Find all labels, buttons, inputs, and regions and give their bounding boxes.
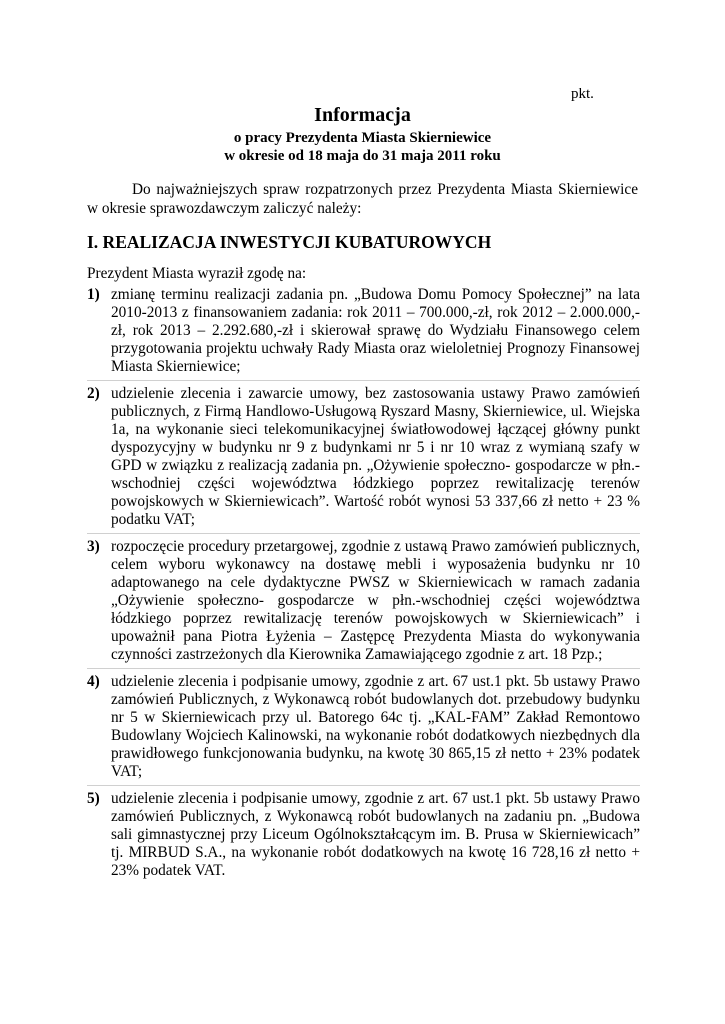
list-item	[87, 673, 640, 786]
list-item	[87, 286, 640, 381]
item-text: udzielenie zlecenia i podpisanie umowy, zgodnie z art. 67 ust.1 pkt. 5b ustawy Prawo zamówień Publicznych, z Wykonawcą robót budowlanych dot. przebudowy budynku nr 5 w Skierniewicach przy ul. Batorego 64c tj. „KAL-FAM” Zakład Remontowo Budowlany Wojciech Kalinowski, na wykonanie robót dodatkowych niezbędnych dla prawidłowego funkcjonowania budynku, na kwotę 30 865,15 zł netto + 23% podatek VAT;	[111, 673, 640, 780]
item-text: udzielenie zlecenia i zawarcie umowy, bez zastosowania ustawy Prawo zamówień publicznych, z Firmą Handlowo-Usługową Ryszard Masny, Skierniewice, ul. Wiejska 1a, na wykonanie sieci telekomunikacyjnej światłowodowej łączącej główny punkt dyspozycyjny w budynku nr 9 z budynkami nr 5 i nr 10 wraz z wymianą szafy w GPD w związku z realizacją zadania pn. „Ożywienie społeczno- gospodarcze w płn.-wschodniej części województwa łódzkiego poprzez rewitalizację terenów powojskowych w Skierniewicach”. Wartość robót wynosi 53 337,66 zł netto + 23 % podatku VAT;	[111, 385, 640, 528]
list-item	[87, 538, 640, 669]
intro-paragraph: Do najważniejszych spraw rozpatrzonych przez Prezydenta Miasta Skierniewice w okresie sprawozdawczym zaliczyć należy:	[87, 181, 638, 217]
pkt-label: pkt.	[571, 86, 594, 102]
list-item	[87, 385, 640, 534]
item-number: 2)	[87, 385, 100, 402]
item-number: 1)	[87, 286, 100, 303]
item-number: 3)	[87, 538, 100, 555]
item-text: rozpoczęcie procedury przetargowej, zgodnie z ustawą Prawo zamówień publicznych, celem wyboru wykonawcy na dostawę mebli i wyposażenia budynku nr 10 adaptowanego na cele dydaktyczne PWSZ w Skierniewicach w ramach zadania „Ożywienie społeczno- gospodarcze w płn.-wschodniej części województwa łódzkiego poprzez rewitalizację terenów powojskowych w Skierniewicach” i upoważnił pana Piotra Łyżenia – Zastępcę Prezydenta Miasta do wykonywania czynności zastrzeżonych dla Kierownika Zamawiającego zgodnie z art. 18 Pzp.;	[111, 538, 640, 663]
section-heading: I. REALIZACJA INWESTYCJI KUBATUROWYCH	[87, 232, 492, 252]
document-period: w okresie od 18 maja do 31 maja 2011 roku	[224, 148, 501, 164]
document-subtitle: o pracy Prezydenta Miasta Skierniewice	[233, 130, 492, 146]
items-list	[87, 286, 640, 883]
item-number: 5)	[87, 790, 100, 807]
item-text: udzielenie zlecenia i podpisanie umowy, zgodnie z art. 67 ust.1 pkt. 5b ustawy Prawo zamówień Publicznych, z Wykonawcą robót budowlanych na zadaniu pn. „Budowa sali gimnastycznej przy Liceum Ogólnokształcącym im. B. Prusa w Skierniewicach” tj. MIRBUD S.A., na wykonanie robót dodatkowych na kwotę 16 728,16 zł netto + 23% podatek VAT.	[111, 790, 640, 879]
section-lead: Prezydent Miasta wyraził zgodę na:	[87, 265, 307, 282]
item-number: 4)	[87, 673, 100, 690]
list-item	[87, 790, 640, 880]
item-text: zmianę terminu realizacji zadania pn. „Budowa Domu Pomocy Społecznej” na lata 2010-2013 z finansowaniem zadania: rok 2011 – 700.000,-zł, rok 2012 – 2.000.000,-zł, rok 2013 – 2.292.680,-zł i skierował sprawę do Wydziału Finansowego celem przygotowania projektu uchwały Rady Miasta oraz wieloletniej Prognozy Finansowej Miasta Skierniewice;	[111, 286, 640, 375]
document-title: Informacja	[314, 104, 411, 126]
